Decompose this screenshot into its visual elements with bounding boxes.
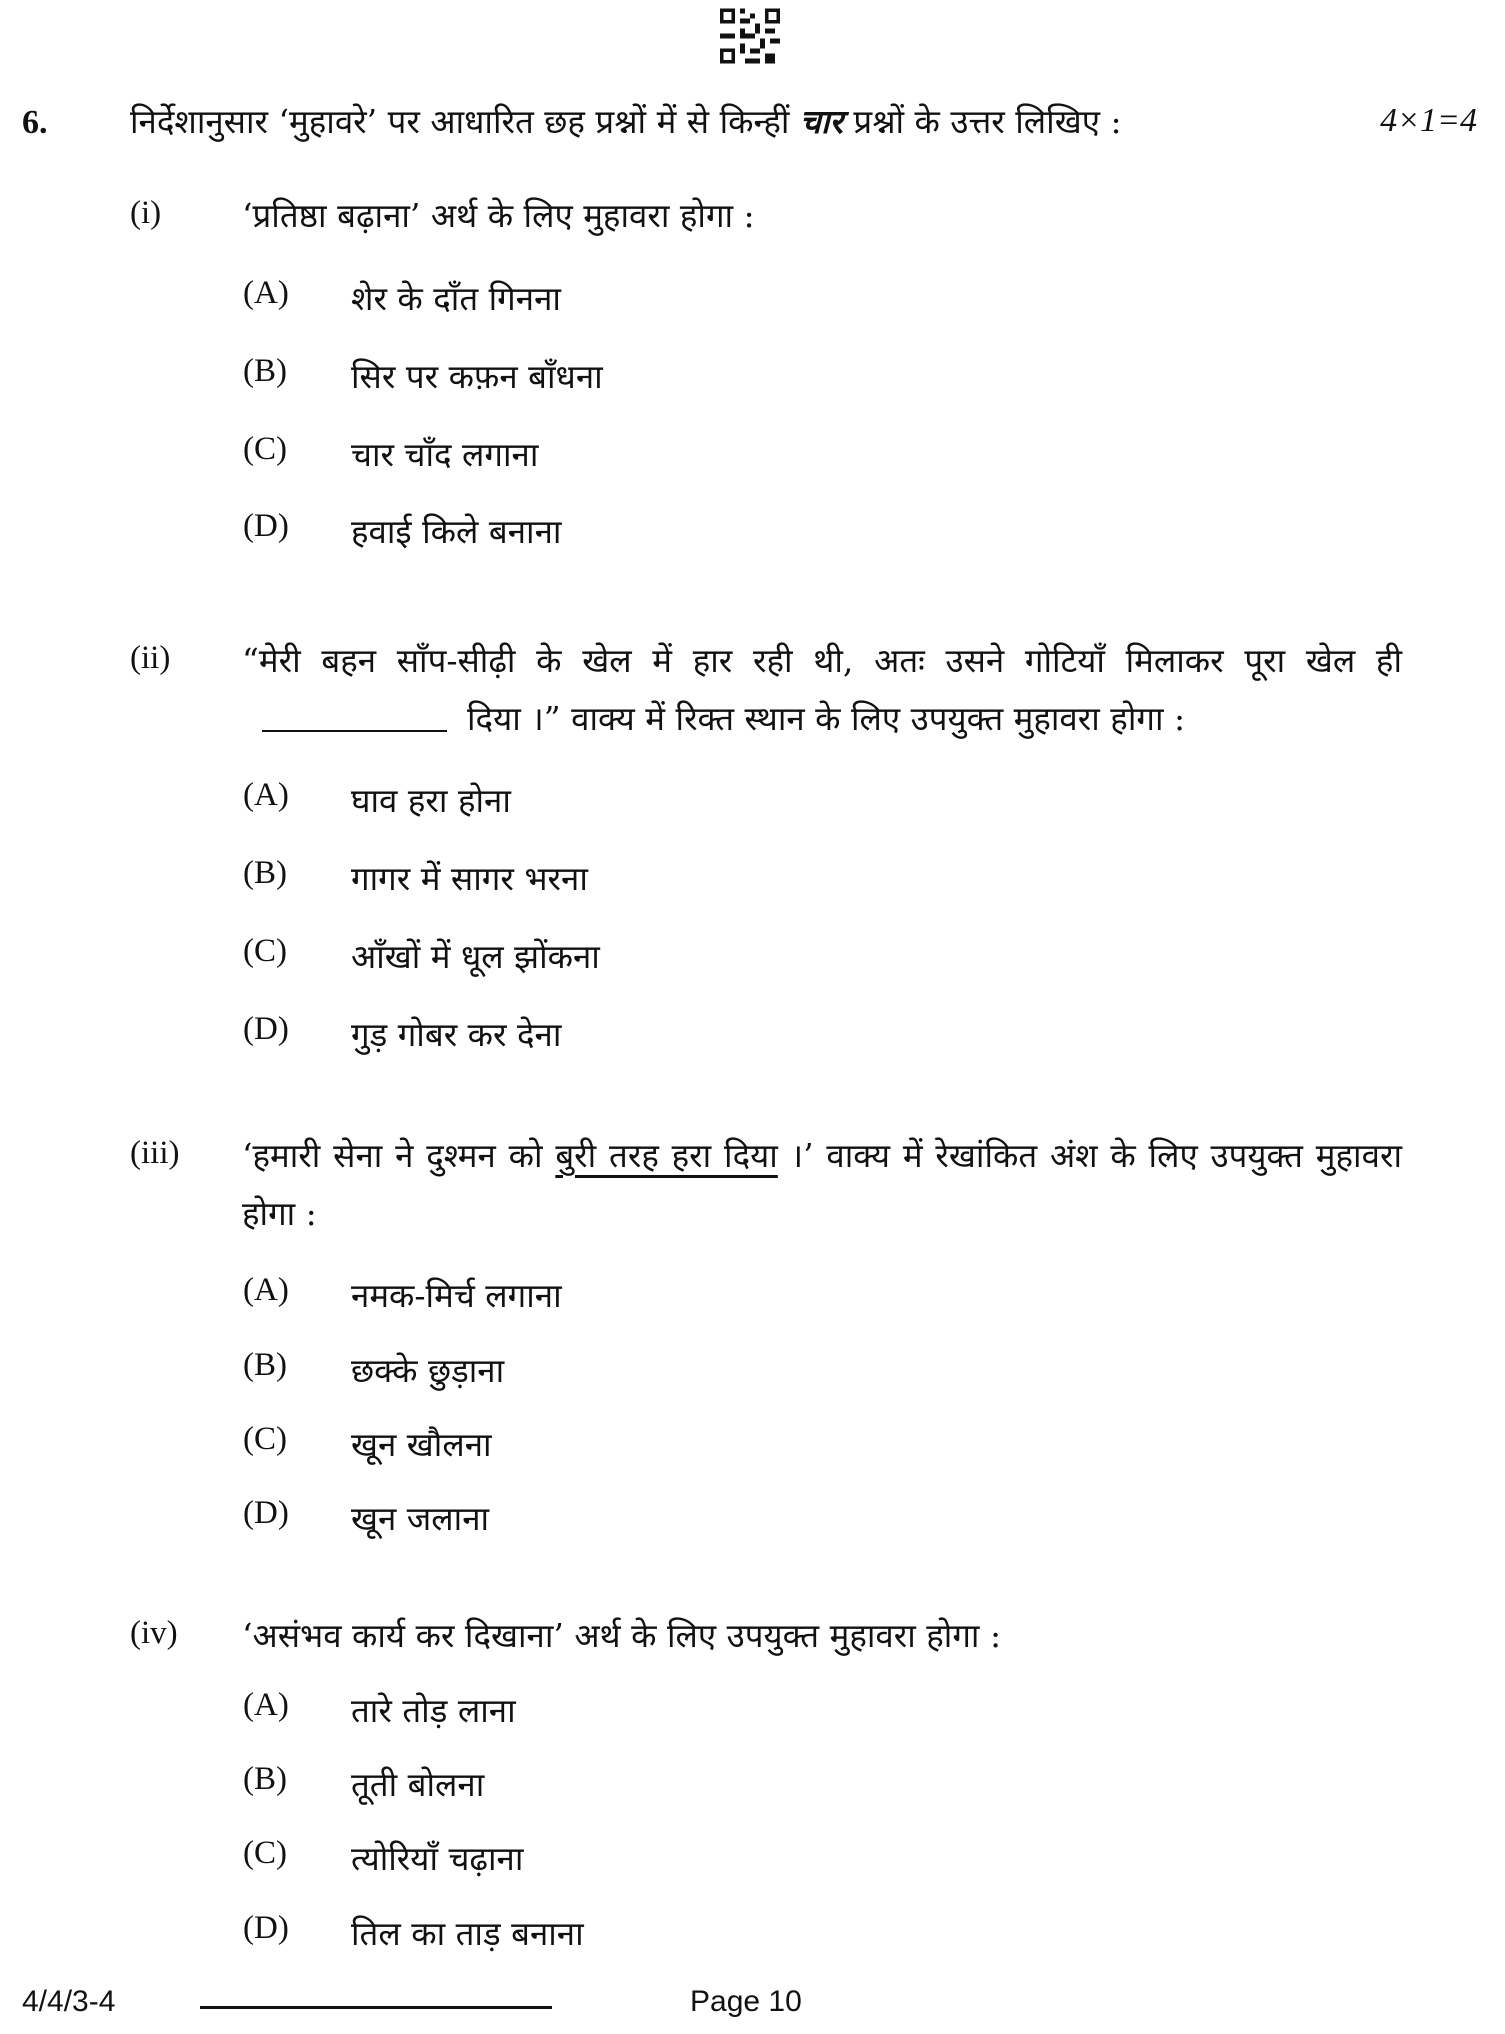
underlined-phrase: बुरी तरह हरा दिया bbox=[555, 1136, 778, 1175]
question-number: 6. bbox=[22, 104, 48, 141]
option-text: तारे तोड़ लाना bbox=[351, 1691, 516, 1730]
fill-in-blank bbox=[262, 710, 447, 732]
qr-code bbox=[720, 8, 780, 64]
instruction-pre: निर्देशानुसार ‘मुहावरे’ पर आधारित छह प्रश्नों में से किन्हीं bbox=[130, 102, 800, 141]
option-text: गागर में सागर भरना bbox=[351, 859, 588, 898]
subquestion-stem: ‘प्रतिष्ठा बढ़ाना’ अर्थ के लिए मुहावरा होगा : bbox=[242, 196, 755, 235]
option-label: (A) bbox=[243, 1272, 289, 1308]
option-text: खून जलाना bbox=[351, 1499, 490, 1538]
option-text: चार चाँद लगाना bbox=[351, 435, 539, 474]
option-label: (C) bbox=[243, 1835, 287, 1871]
option-text: छक्के छुड़ाना bbox=[351, 1351, 505, 1390]
option-label: (D) bbox=[243, 1910, 289, 1946]
option-label: (D) bbox=[243, 1011, 289, 1047]
subquestion-number: (iii) bbox=[130, 1135, 180, 1171]
option-label: (B) bbox=[243, 1761, 287, 1797]
option-text: तिल का ताड़ बनाना bbox=[351, 1914, 584, 1953]
subquestion-stem: ‘असंभव कार्य कर दिखाना’ अर्थ के लिए उपयुक्त मुहावरा होगा : bbox=[242, 1616, 1002, 1655]
question-marks: 4×1=4 bbox=[1380, 102, 1477, 139]
subquestion-stem bbox=[242, 632, 1402, 748]
instruction-bold: चार bbox=[799, 102, 843, 141]
footer-divider bbox=[200, 2006, 552, 2009]
option-text: तूती बोलना bbox=[351, 1765, 485, 1804]
paper-code: 4/4/3-4 bbox=[22, 1985, 116, 2018]
option-text: शेर के दाँत गिनना bbox=[351, 279, 561, 318]
option-label: (D) bbox=[243, 508, 289, 544]
stem-part-2: दिया ।” वाक्य में रिक्त स्थान के लिए उपयुक्त मुहावरा होगा : bbox=[467, 699, 1186, 738]
option-text: हवाई किले बनाना bbox=[351, 512, 562, 551]
option-label: (A) bbox=[243, 1687, 289, 1723]
option-label: (D) bbox=[243, 1495, 289, 1531]
instruction-post: प्रश्नों के उत्तर लिखिए : bbox=[842, 102, 1122, 141]
question-instruction bbox=[130, 98, 1122, 143]
option-text: गुड़ गोबर कर देना bbox=[351, 1015, 562, 1054]
option-label: (A) bbox=[243, 275, 289, 311]
subquestion-number: (i) bbox=[130, 195, 162, 231]
subquestion-number: (iv) bbox=[130, 1615, 178, 1651]
option-text: नमक-मिर्च लगाना bbox=[351, 1276, 562, 1315]
option-text: खून खौलना bbox=[351, 1425, 492, 1464]
option-text: सिर पर कफ़न बाँधना bbox=[351, 357, 603, 396]
option-label: (C) bbox=[243, 933, 287, 969]
option-label: (C) bbox=[243, 431, 287, 467]
stem-part-1: ‘हमारी सेना ने दुश्मन को bbox=[242, 1136, 556, 1175]
option-label: (C) bbox=[243, 1421, 287, 1457]
option-label: (A) bbox=[243, 777, 289, 813]
option-label: (B) bbox=[243, 1347, 287, 1383]
option-text: त्योरियाँ चढ़ाना bbox=[351, 1839, 524, 1878]
subquestion-number: (ii) bbox=[130, 640, 171, 676]
option-text: आँखों में धूल झोंकना bbox=[351, 937, 600, 976]
option-label: (B) bbox=[243, 855, 287, 891]
subquestion-stem bbox=[242, 1127, 1402, 1243]
stem-part-2: ।’ वाक्य में रेखांकित अंश के लिए उपयुक्त मुहावरा होगा : bbox=[242, 1136, 1402, 1233]
option-label: (B) bbox=[243, 353, 287, 389]
page-number: Page 10 bbox=[690, 1985, 802, 2018]
option-text: घाव हरा होना bbox=[351, 781, 511, 820]
stem-part-1: “मेरी बहन साँप-सीढ़ी के खेल में हार रही थी, अतः उसने गोटियाँ मिलाकर पूरा खेल ही bbox=[242, 641, 1402, 680]
